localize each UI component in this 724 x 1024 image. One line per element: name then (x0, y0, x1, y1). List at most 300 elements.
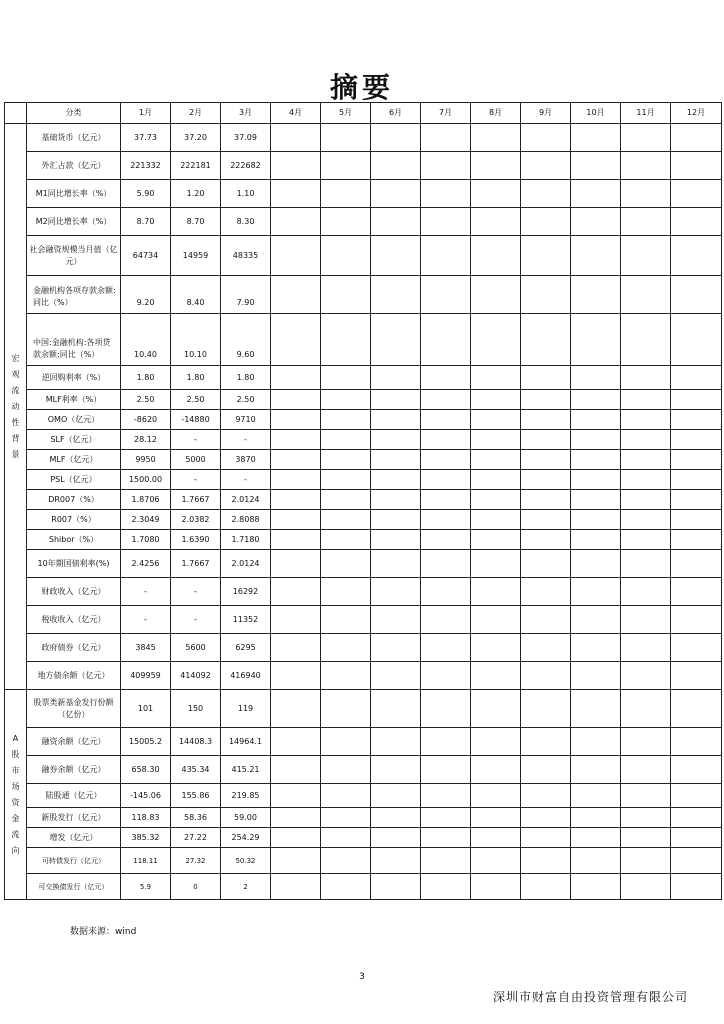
data-cell (321, 208, 371, 236)
table-row (5, 578, 722, 606)
header-cell: 4月 (271, 103, 321, 124)
row-label: DR007（%） (27, 490, 121, 510)
data-cell (671, 276, 722, 314)
data-cell (371, 450, 421, 470)
data-cell (321, 728, 371, 756)
data-cell (271, 450, 321, 470)
data-cell (621, 874, 671, 900)
data-cell (421, 578, 471, 606)
data-cell (471, 208, 521, 236)
data-cell (571, 152, 621, 180)
data-cell (371, 690, 421, 728)
row-label: R007（%） (27, 510, 121, 530)
row-label: 融资余额（亿元） (27, 728, 121, 756)
data-cell: 2 (221, 874, 271, 900)
data-cell (671, 510, 722, 530)
data-cell (271, 510, 321, 530)
data-cell (271, 808, 321, 828)
data-cell (471, 808, 521, 828)
data-cell (371, 208, 421, 236)
table-row (5, 756, 722, 784)
data-cell (271, 578, 321, 606)
data-cell (321, 530, 371, 550)
data-cell (421, 690, 471, 728)
data-cell (521, 314, 571, 366)
row-label: 金融机构各项存款余额:同比（%） (27, 276, 121, 314)
data-cell (571, 510, 621, 530)
data-cell: 3870 (221, 450, 271, 470)
data-cell (421, 410, 471, 430)
data-cell (321, 470, 371, 490)
data-cell (521, 634, 571, 662)
table-row (5, 390, 722, 410)
row-label: 新股发行（亿元） (27, 808, 121, 828)
header-cell-blank (5, 103, 27, 124)
data-cell (371, 236, 421, 276)
data-cell (271, 550, 321, 578)
data-cell: 5600 (171, 634, 221, 662)
data-cell (671, 550, 722, 578)
data-cell (371, 578, 421, 606)
data-cell (421, 550, 471, 578)
data-cell (671, 756, 722, 784)
data-cell: 254.29 (221, 828, 271, 848)
data-cell (371, 828, 421, 848)
data-cell (521, 430, 571, 450)
data-cell: 1.8706 (121, 490, 171, 510)
data-cell (371, 490, 421, 510)
table-row (5, 124, 722, 152)
data-cell (471, 366, 521, 390)
data-cell (421, 756, 471, 784)
data-cell: 222682 (221, 152, 271, 180)
data-cell (621, 728, 671, 756)
data-cell (671, 784, 722, 808)
table-row (5, 662, 722, 690)
data-cell (621, 410, 671, 430)
data-cell: 10.40 (121, 314, 171, 366)
row-label: MLF（亿元） (27, 450, 121, 470)
data-cell (671, 690, 722, 728)
data-cell (371, 430, 421, 450)
data-cell (471, 662, 521, 690)
data-cell (371, 808, 421, 828)
data-cell (271, 470, 321, 490)
data-cell (371, 152, 421, 180)
data-cell (621, 756, 671, 784)
data-cell: 2.50 (121, 390, 171, 410)
table-row (5, 848, 722, 874)
data-cell: 28.12 (121, 430, 171, 450)
data-cell (471, 828, 521, 848)
data-cell (471, 550, 521, 578)
data-cell (321, 276, 371, 314)
data-cell (521, 606, 571, 634)
data-cell (321, 390, 371, 410)
header-cell: 12月 (671, 103, 722, 124)
data-cell (271, 828, 321, 848)
data-cell (371, 606, 421, 634)
data-cell (421, 490, 471, 510)
data-cell (321, 430, 371, 450)
data-cell (271, 208, 321, 236)
data-cell: 118.83 (121, 808, 171, 828)
data-cell (521, 510, 571, 530)
data-cell: 221332 (121, 152, 171, 180)
data-cell (271, 430, 321, 450)
data-cell (521, 690, 571, 728)
data-cell: 10.10 (171, 314, 221, 366)
data-cell: 9950 (121, 450, 171, 470)
data-cell: 222181 (171, 152, 221, 180)
table-header-row (5, 103, 722, 124)
header-cell: 2月 (171, 103, 221, 124)
header-cell: 3月 (221, 103, 271, 124)
data-cell: 5000 (171, 450, 221, 470)
data-cell: 11352 (221, 606, 271, 634)
data-cell (571, 430, 621, 450)
row-label: 可转债发行（亿元） (27, 848, 121, 874)
data-cell (671, 578, 722, 606)
data-cell (271, 152, 321, 180)
data-cell (521, 848, 571, 874)
data-cell (471, 530, 521, 550)
table-row (5, 606, 722, 634)
data-cell: 59.00 (221, 808, 271, 828)
data-cell (471, 874, 521, 900)
row-label: 政府债券（亿元） (27, 634, 121, 662)
data-cell (371, 410, 421, 430)
data-cell: 155.86 (171, 784, 221, 808)
data-cell (471, 124, 521, 152)
row-label: PSL（亿元） (27, 470, 121, 490)
row-label: 逆回购利率（%） (27, 366, 121, 390)
data-cell (671, 152, 722, 180)
data-cell: 37.73 (121, 124, 171, 152)
data-cell: 2.50 (171, 390, 221, 410)
data-cell (621, 510, 671, 530)
row-label: 股票类新基金发行份额（亿份） (27, 690, 121, 728)
data-cell: 1.7080 (121, 530, 171, 550)
data-cell (471, 728, 521, 756)
data-cell: 37.09 (221, 124, 271, 152)
data-cell (371, 470, 421, 490)
data-cell (471, 784, 521, 808)
data-cell (571, 450, 621, 470)
data-cell (521, 490, 571, 510)
data-cell (421, 124, 471, 152)
data-cell (371, 662, 421, 690)
table-row (5, 490, 722, 510)
header-cell: 分类 (27, 103, 121, 124)
data-cell (521, 550, 571, 578)
data-cell (371, 276, 421, 314)
data-cell (521, 756, 571, 784)
data-cell (421, 874, 471, 900)
data-cell (471, 510, 521, 530)
table-row (5, 314, 722, 366)
data-cell (421, 808, 471, 828)
data-cell (421, 828, 471, 848)
table-row (5, 550, 722, 578)
data-cell (321, 784, 371, 808)
data-cell (321, 690, 371, 728)
data-cell: 2.0382 (171, 510, 221, 530)
data-cell (421, 390, 471, 410)
company-name: 深圳市财富自由投资管理有限公司 (492, 990, 688, 1004)
data-cell: 58.36 (171, 808, 221, 828)
data-cell (621, 124, 671, 152)
data-cell: 1.80 (121, 366, 171, 390)
row-label: 中国:金融机构:各项贷款余额:同比（%） (27, 314, 121, 366)
table-row (5, 180, 722, 208)
data-cell: 2.50 (221, 390, 271, 410)
table-row (5, 366, 722, 390)
table-row (5, 236, 722, 276)
data-cell (471, 390, 521, 410)
data-cell (471, 606, 521, 634)
data-cell (521, 728, 571, 756)
data-cell (571, 634, 621, 662)
data-cell (321, 848, 371, 874)
data-cell (621, 530, 671, 550)
row-label: 地方债余额（亿元） (27, 662, 121, 690)
data-cell (521, 874, 571, 900)
data-cell (671, 208, 722, 236)
data-cell (321, 314, 371, 366)
data-cell: - (221, 430, 271, 450)
data-cell: 15005.2 (121, 728, 171, 756)
table-row (5, 410, 722, 430)
data-cell (471, 152, 521, 180)
row-label: SLF（亿元） (27, 430, 121, 450)
data-cell (321, 410, 371, 430)
header-cell: 5月 (321, 103, 371, 124)
data-cell (471, 430, 521, 450)
data-cell: 8.70 (121, 208, 171, 236)
data-cell (621, 236, 671, 276)
data-cell (321, 756, 371, 784)
header-cell: 10月 (571, 103, 621, 124)
data-cell (371, 180, 421, 208)
data-cell (421, 152, 471, 180)
data-cell (521, 390, 571, 410)
data-cell (621, 276, 671, 314)
data-cell (471, 410, 521, 430)
table-row (5, 470, 722, 490)
data-cell (671, 874, 722, 900)
data-cell (671, 180, 722, 208)
row-label: M2同比增长率（%） (27, 208, 121, 236)
data-cell (521, 808, 571, 828)
data-cell: 27.32 (171, 848, 221, 874)
row-label: OMO（亿元） (27, 410, 121, 430)
data-cell: 2.4256 (121, 550, 171, 578)
data-cell: 14408.3 (171, 728, 221, 756)
data-cell: 1500.00 (121, 470, 171, 490)
data-cell: 14964.1 (221, 728, 271, 756)
data-cell (271, 690, 321, 728)
data-cell (571, 314, 621, 366)
data-cell (571, 470, 621, 490)
summary-table (4, 102, 722, 900)
page-number: 3 (359, 972, 365, 982)
data-cell (371, 848, 421, 874)
data-cell (421, 848, 471, 874)
data-cell (421, 606, 471, 634)
data-cell (571, 784, 621, 808)
data-cell (621, 208, 671, 236)
data-source-note: 数据来源：wind (70, 927, 137, 937)
data-cell (271, 366, 321, 390)
data-cell (671, 728, 722, 756)
data-cell (521, 410, 571, 430)
data-cell (271, 530, 321, 550)
data-cell (471, 578, 521, 606)
data-cell (671, 634, 722, 662)
data-cell (521, 366, 571, 390)
data-cell: 64734 (121, 236, 171, 276)
data-cell (671, 314, 722, 366)
data-cell: 5.9 (121, 874, 171, 900)
data-cell (321, 808, 371, 828)
data-cell (321, 236, 371, 276)
data-cell: 658.30 (121, 756, 171, 784)
data-cell (471, 236, 521, 276)
data-cell (621, 314, 671, 366)
data-cell (321, 578, 371, 606)
data-cell (621, 784, 671, 808)
table-row (5, 450, 722, 470)
data-cell: 415.21 (221, 756, 271, 784)
data-cell (521, 470, 571, 490)
data-cell (371, 550, 421, 578)
data-cell (371, 510, 421, 530)
table-row (5, 874, 722, 900)
data-cell (371, 390, 421, 410)
data-cell (571, 490, 621, 510)
row-label: 财政收入（亿元） (27, 578, 121, 606)
data-cell (671, 450, 722, 470)
data-cell: 8.40 (171, 276, 221, 314)
data-cell: 1.6390 (171, 530, 221, 550)
data-cell (371, 784, 421, 808)
data-cell (321, 828, 371, 848)
data-cell (321, 510, 371, 530)
data-cell (421, 784, 471, 808)
table-row (5, 808, 722, 828)
data-cell: 7.90 (221, 276, 271, 314)
data-cell (521, 236, 571, 276)
header-cell: 11月 (621, 103, 671, 124)
table-row (5, 152, 722, 180)
data-cell (471, 490, 521, 510)
data-cell (471, 634, 521, 662)
data-cell: 1.20 (171, 180, 221, 208)
data-cell (271, 874, 321, 900)
data-cell: -145.06 (121, 784, 171, 808)
data-cell (471, 848, 521, 874)
row-label: 陆股通（亿元） (27, 784, 121, 808)
data-cell (621, 690, 671, 728)
data-cell (621, 634, 671, 662)
data-cell: - (171, 430, 221, 450)
data-cell (521, 180, 571, 208)
data-cell (471, 314, 521, 366)
data-cell (571, 530, 621, 550)
data-cell (371, 124, 421, 152)
data-cell (571, 366, 621, 390)
data-cell (521, 208, 571, 236)
data-cell (471, 450, 521, 470)
data-cell (671, 606, 722, 634)
data-cell: 2.0124 (221, 490, 271, 510)
data-cell (571, 808, 621, 828)
table-row (5, 530, 722, 550)
data-cell (421, 470, 471, 490)
data-cell (421, 180, 471, 208)
data-cell: - (121, 578, 171, 606)
data-cell (321, 450, 371, 470)
data-cell (271, 124, 321, 152)
data-cell (521, 784, 571, 808)
data-cell (421, 236, 471, 276)
page-title: 摘要 (329, 71, 394, 104)
data-cell (621, 848, 671, 874)
data-cell (571, 180, 621, 208)
data-cell: 37.20 (171, 124, 221, 152)
data-cell: 219.85 (221, 784, 271, 808)
data-cell (271, 662, 321, 690)
data-cell: 416940 (221, 662, 271, 690)
data-cell (421, 530, 471, 550)
data-cell: 2.8088 (221, 510, 271, 530)
data-cell (571, 690, 621, 728)
data-cell: 1.10 (221, 180, 271, 208)
row-label: M1同比增长率（%） (27, 180, 121, 208)
data-cell: 5.90 (121, 180, 171, 208)
section-label-ashare: A股市场资金流向 (5, 690, 27, 900)
data-cell (671, 366, 722, 390)
data-cell (671, 808, 722, 828)
data-cell: 9.60 (221, 314, 271, 366)
data-cell (621, 490, 671, 510)
data-cell (271, 606, 321, 634)
data-cell (621, 180, 671, 208)
data-cell: 6295 (221, 634, 271, 662)
data-cell: 118.11 (121, 848, 171, 874)
data-cell (321, 662, 371, 690)
data-cell (421, 510, 471, 530)
section-label-macro: 宏观流动性背景 (5, 124, 27, 690)
table-row (5, 828, 722, 848)
data-cell (621, 606, 671, 634)
header-cell: 7月 (421, 103, 471, 124)
data-cell: -8620 (121, 410, 171, 430)
data-cell (671, 470, 722, 490)
table-row (5, 634, 722, 662)
data-cell (571, 550, 621, 578)
data-cell: - (171, 578, 221, 606)
data-cell (321, 874, 371, 900)
data-cell (671, 236, 722, 276)
data-cell (371, 728, 421, 756)
table-row (5, 276, 722, 314)
data-cell (271, 756, 321, 784)
data-cell (321, 180, 371, 208)
data-cell (571, 606, 621, 634)
data-cell (271, 410, 321, 430)
